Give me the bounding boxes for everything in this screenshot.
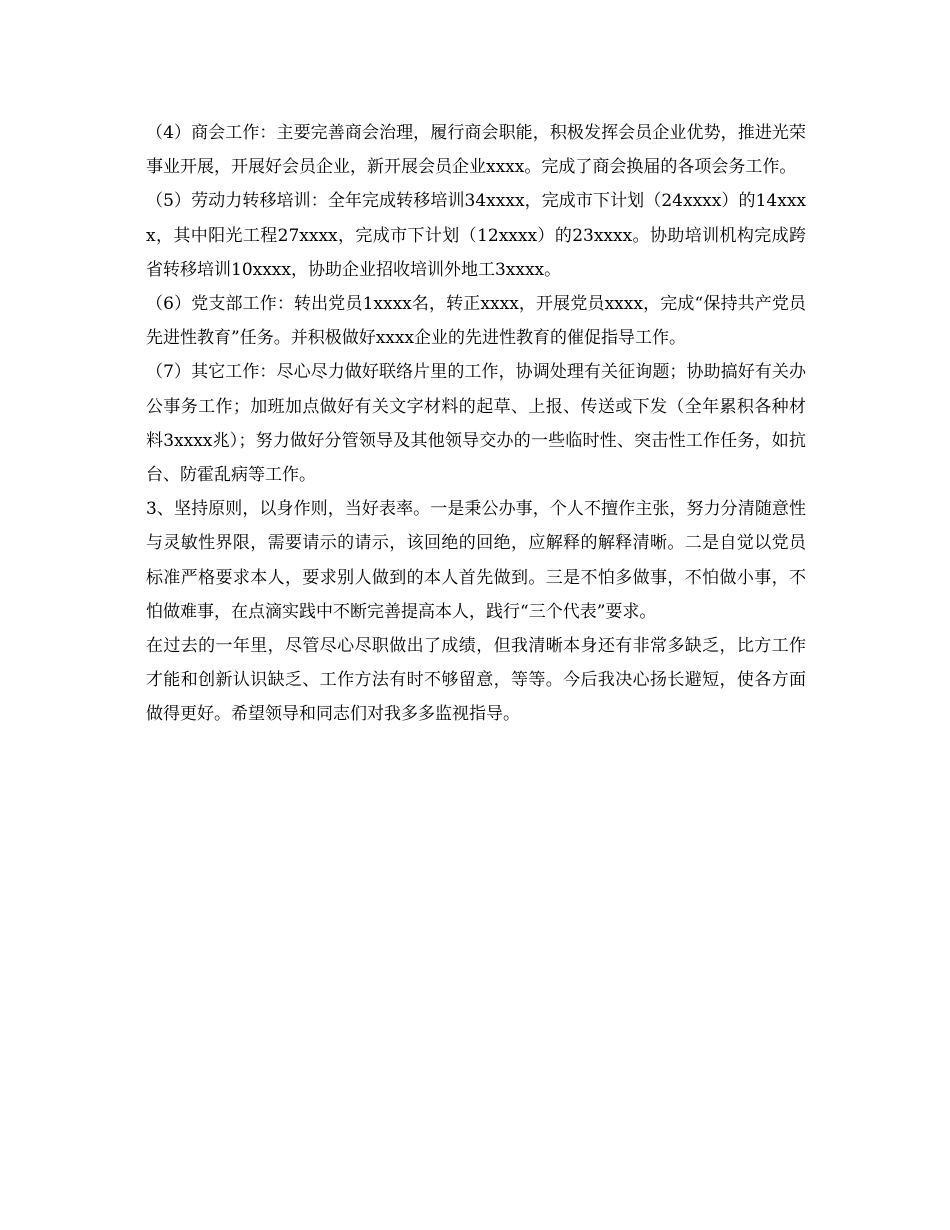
paragraph-conclusion: 在过去的一年里，尽管尽心尽职做出了成绩，但我清晰本身还有非常多缺乏，比方工作才能和创新认识缺乏、工作方法有时不够留意，等等。今后我决心扬长避短，使各方面做得更好。希望领导和同志们对我多多监视指导。	[146, 636, 806, 725]
paragraph-chamber-of-commerce: （4）商会工作：主要完善商会治理，履行商会职能，积极发挥会员企业优势，推进光荣事业开展，开展好会员企业，新开展会员企业xxxx。完成了商会换届的各项会务工作。	[146, 123, 806, 178]
paragraph-labor-training: （5）劳动力转移培训：全年完成转移培训34xxxx，完成市下计划（24xxxx）的14xxxx，其中阳光工程27xxxx，完成市下计划（12xxxx）的23xxxx。协助培训机构完成跨省转移培训10xxxx，协助企业招收培训外地工3xxxx。	[146, 191, 806, 280]
paragraph-other-work: （7）其它工作：尽心尽力做好联络片里的工作，协调处理有关征询题；协助搞好有关办公事务工作；加班加点做好有关文字材料的起草、上报、传送或下发（全年累积各种材料3xxxx兆）；努力做好分管领导及其他领导交办的一些临时性、突击性工作任务，如抗台、防霍乱病等工作。	[146, 362, 806, 486]
document-body	[146, 116, 806, 732]
paragraph-party-branch: （6）党支部工作：转出党员1xxxx名，转正xxxx，开展党员xxxx，完成“保持共产党员先进性教育”任务。并积极做好xxxx企业的先进性教育的催促指导工作。	[146, 294, 806, 349]
paragraph-principles: 3、坚持原则，以身作则，当好表率。一是秉公办事，个人不擅作主张，努力分清随意性与灵敏性界限，需要请示的请示，该回绝的回绝，应解释的解释清晰。二是自觉以党员标准严格要求本人，要求别人做到的本人首先做到。三是不怕多做事，不怕做小事，不怕做难事，在点滴实践中不断完善提高本人，践行“三个代表”要求。	[146, 499, 806, 622]
